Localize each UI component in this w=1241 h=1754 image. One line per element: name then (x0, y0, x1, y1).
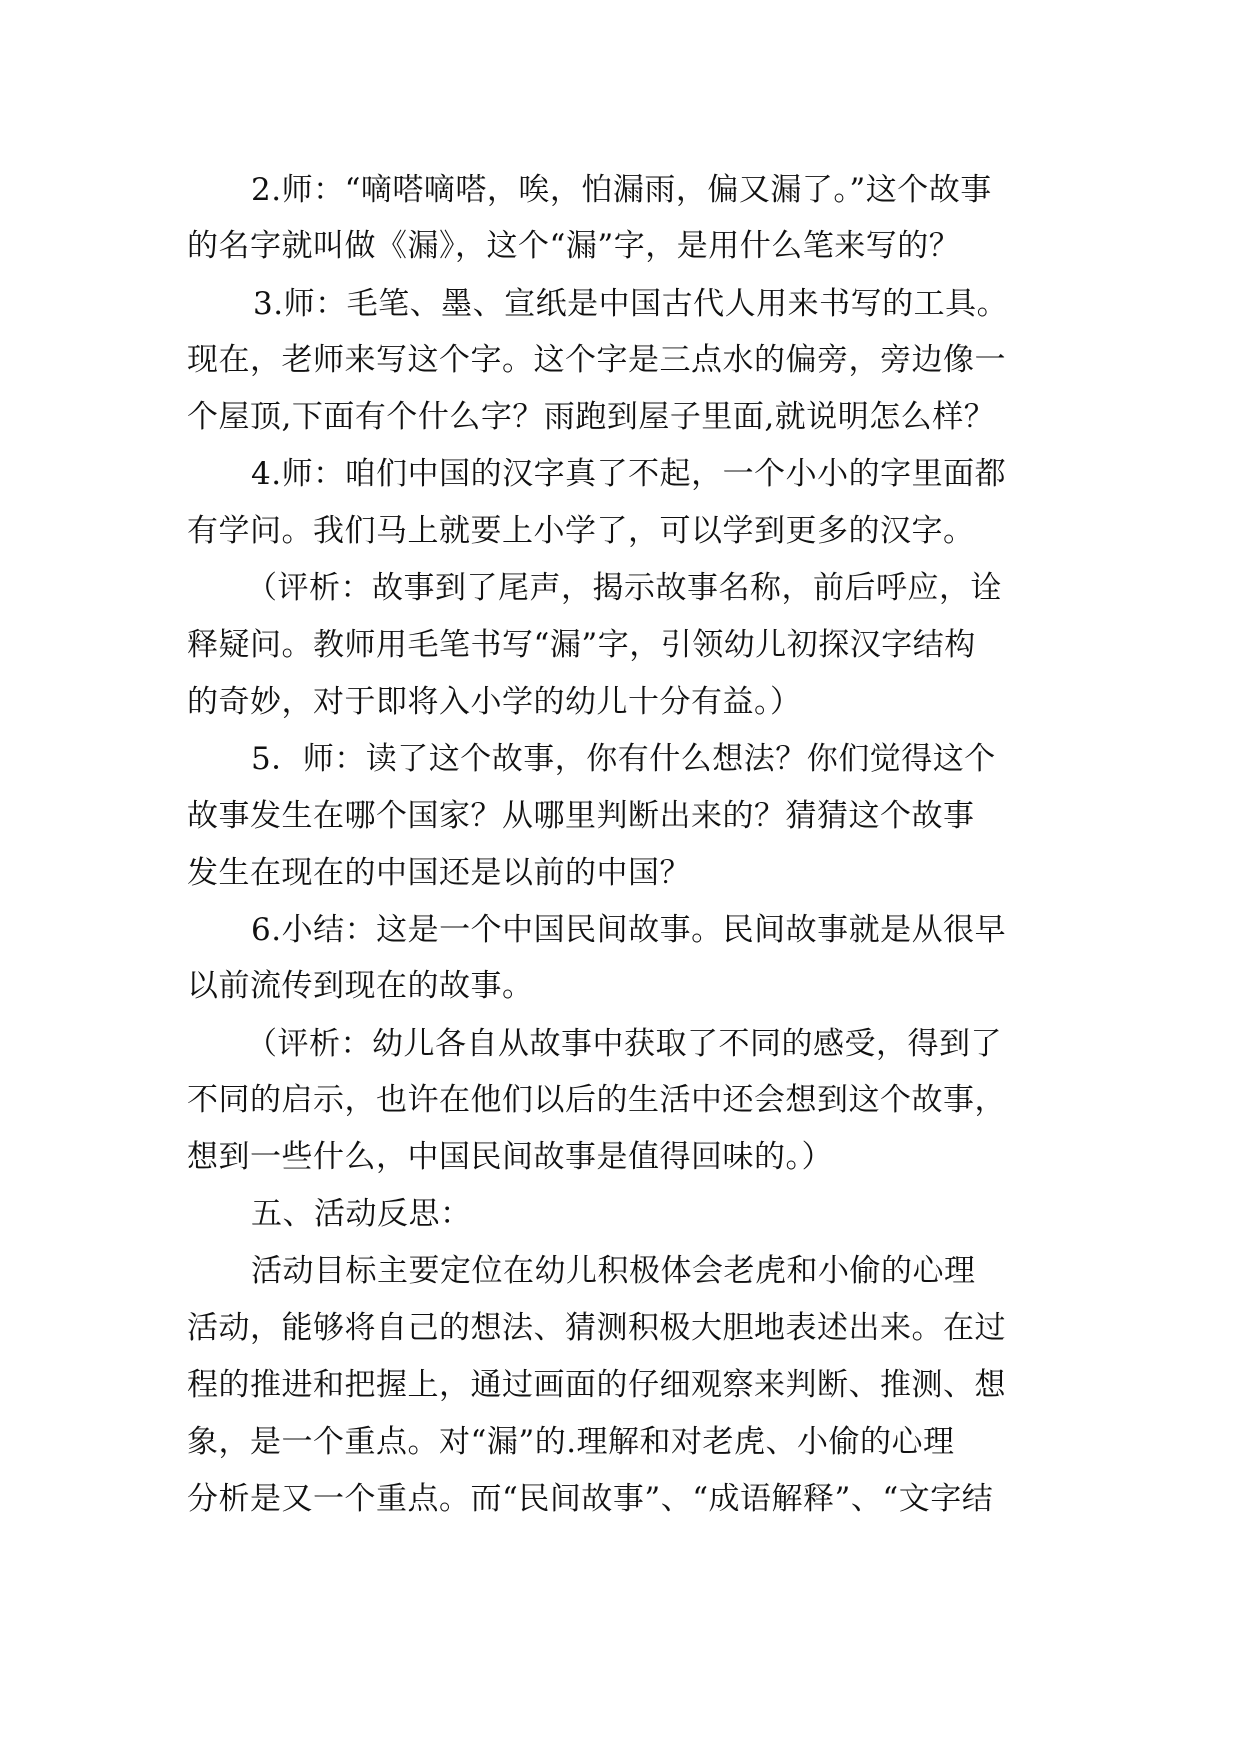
text-line-5: 个屋顶,下面有个什么字？雨跑到屋子里面,就说明怎么样？ (187, 399, 996, 435)
text-line-17: 不同的启示，也许在他们以后的生活中还会想到这个故事， (187, 1082, 1006, 1118)
text-line-2: 的名字就叫做《漏》，这个“漏”字，是用什么笔来写的？ (187, 228, 961, 264)
text-line-9: 释疑问。教师用毛笔书写“漏”字，引领幼儿初探汉字结构 (187, 627, 976, 663)
text-line-11: 5．师：读了这个故事，你有什么想法？你们觉得这个 (251, 741, 996, 777)
text-line-14: 6.小结：这是一个中国民间故事。民间故事就是从很早 (251, 912, 1007, 948)
text-line-18: 想到一些什么，中国民间故事是值得回味的。） (187, 1139, 833, 1175)
text-line-23: 象，是一个重点。对“漏”的.理解和对老虎、小偷的心理 (187, 1424, 955, 1460)
text-line-13: 发生在现在的中国还是以前的中国？ (187, 855, 691, 891)
text-line-8: （评析：故事到了尾声，揭示故事名称，前后呼应，诠 (246, 570, 1002, 606)
text-line-4: 现在，老师来写这个字。这个字是三点水的偏旁，旁边像一 (187, 342, 1006, 378)
text-line-10: 的奇妙，对于即将入小学的幼儿十分有益。） (187, 684, 802, 720)
text-line-1: 2.师：“嘀嗒嘀嗒，唉，怕漏雨，偏又漏了。”这个故事 (251, 172, 992, 208)
text-line-22: 程的推进和把握上，通过画面的仔细观察来判断、推测、想 (187, 1367, 1006, 1403)
text-line-15: 以前流传到现在的故事。 (187, 968, 534, 1004)
section-heading: 五、活动反思： (251, 1196, 472, 1232)
text-line-7: 有学问。我们马上就要上小学了，可以学到更多的汉字。 (187, 513, 975, 549)
text-line-24: 分析是又一个重点。而“民间故事”、“成语解释”、“文字结 (187, 1481, 994, 1517)
text-line-12: 故事发生在哪个国家？从哪里判断出来的？猜猜这个故事 (187, 798, 975, 834)
text-line-20: 活动目标主要定位在幼儿积极体会老虎和小偷的心理 (251, 1253, 976, 1289)
text-line-21: 活动，能够将自己的想法、猜测积极大胆地表述出来。在过 (187, 1310, 1006, 1346)
text-line-16: （评析：幼儿各自从故事中获取了不同的感受，得到了 (246, 1026, 1002, 1062)
text-line-6: 4.师：咱们中国的汉字真了不起，一个小小的字里面都 (251, 456, 1007, 492)
text-line-3: 3.师：毛笔、墨、宣纸是中国古代人用来书写的工具。 (253, 286, 1009, 322)
